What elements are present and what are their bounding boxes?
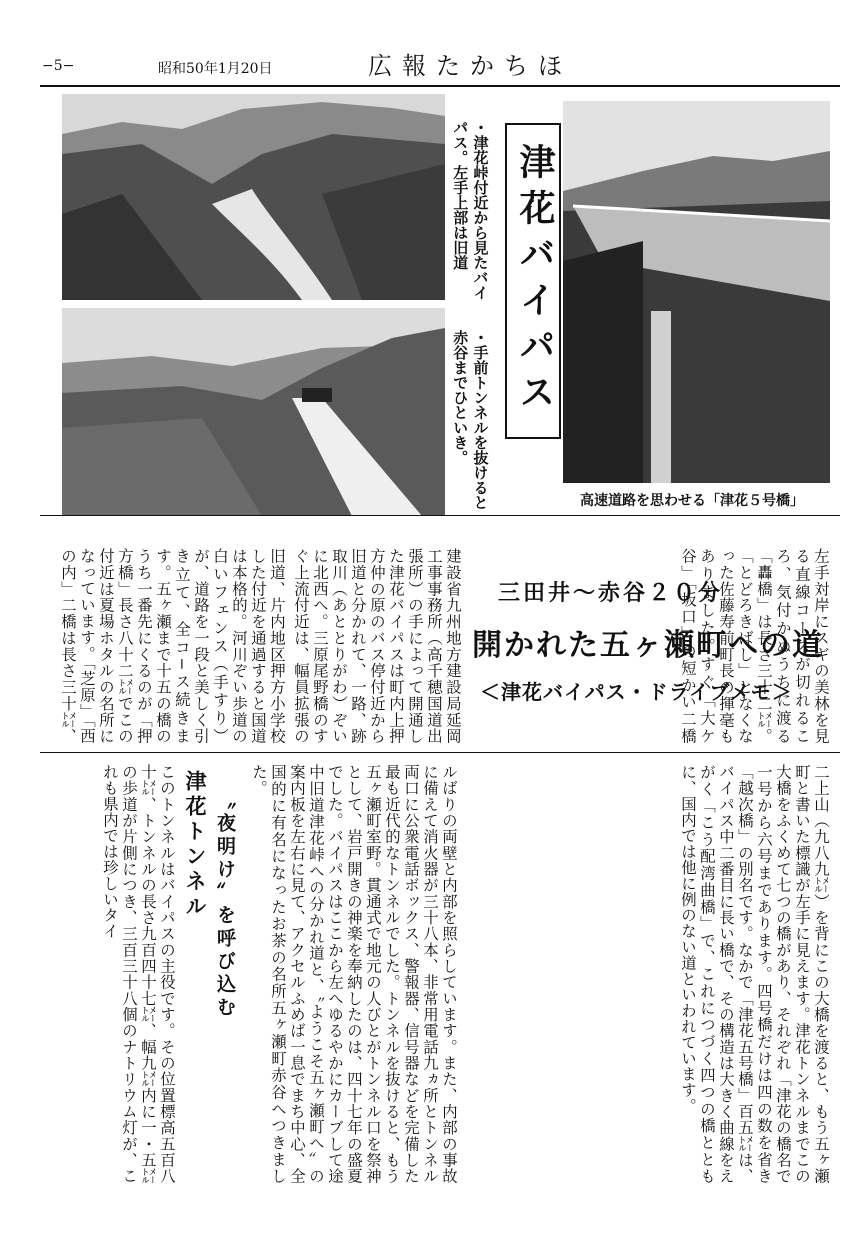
feature-title: 津花バイパス [505,123,561,439]
publication-title: 広報たかちほ [368,52,572,80]
page-number: −5− [42,58,75,74]
section-rule [40,515,840,516]
article-title: 開かれた五ヶ瀬町への道 [472,628,824,663]
body-column-a: 建設省九州地方建設局延岡工事事務所（高千穂国道出張所）の手によって開通した津花バイパスは町内上押方仲の原のバス停付近から旧道と分かれて、一路、跡取川（あととりがわ）ぞいに北西へ。三原尾野橋のすぐ上流付近は、幅員拡張の [292,548,462,744]
caption-bottom-left: ・手前トンネルを抜けると赤谷までひといき。 [451,330,490,510]
issue-date: 昭和50年1月20日 [158,61,273,77]
caption-right: 高速道路を思わせる「津花５号橋」 [580,493,804,509]
body-column-e: このトンネルはバイパスの主役です。その位置標高五百八十㍍、トンネルの長さ九百四十七㍍、幅九㍍内に一・五㍍の歩道が片側につき、三百三十八個のナトリウム灯が、これも県内では珍しいタイ [101,764,176,1184]
caption-top-left: ・津花峠付近から見たバイパス。左手上部は旧道 [451,120,490,300]
photo-tunnel-approach [62,308,445,516]
lower-rule [40,752,840,753]
body-column-d: 二上山（九八九㍍）を背にこの大橋を渡ると、もう五ヶ瀬町と書いた標識が左手に見えます。津花トンネルまでこの大橋をふくめて七つの橋があり、それぞれ「津花の橋名で一号から六号まであります。四号橋だけは四の数を省き「越次橋」の別名です。なかで「津花五号橋」百五㍍は、バイパス中二番目に長い橋で、その構造は大きく曲線をえがく「こう配湾曲橋」で、これにつづく四つの橋とともに、国内では他に例のない道といわれています。 [679,764,830,1184]
body-column-b: 旧道、片内地区押方小学校した付近を通過すると国道は本格的。河川ぞい歩道の白いフェンス（手すり）が、道路を一段と美しく引き立て、全コ−ス続きます。五ヶ瀬まで十五の橋のうち一番先にくるのが「押方橋」長さ八十二㍍でこの付近は夏場ホタルの名所になっています。「芝原」「西の内」二橋は長さ三十㍍、 [59,548,286,744]
section-heading-tunnel: 津花トンネル [183,770,207,920]
header-rule [40,85,840,87]
body-column-f: ルばりの両壁と内部を照らしています。また、内部の事故に備えて消火器が三十八本、非常用電話九ヵ所とトンネル両口に公衆電話ボックス、警報器、信号器などを完備した最も近代的なトンネルでした。トンネルを抜けると、もう五ヶ瀬町室野。貫通式で地元の人びとがトンネル口を祭神として、岩戸開きの神楽を奉納したのは、四十七年の盛夏でした。バイパスはここから左へゆるやかにカーブして途中旧道津花峠への分かれ道と、〝ようこそ五ヶ瀬町へ〟の案内板を左右に見て、アクセルふめば一息でまち中心、全国的に有名になったお茶の名所五ヶ瀬町赤谷へつきました。 [250,764,458,1184]
body-column-c-top: 左手対岸にスギの美林を見る直線コースが切れるころ、気付かぬうちに渡る「轟橋」は長さ三十二㍍。「とどろきばし」となくなった佐藤寿前町長の揮毫もありました。すぐ「大ケ谷」「坂口」の短かい二橋 [679,548,830,744]
photo-valley-bypass [62,94,445,300]
article-series: ＜津花バイパス・ドライブメモ＞ [480,680,793,704]
section-subheading-tunnel: 〝夜明け〟を呼び込む [214,790,236,1020]
photo-tsubana-bridge-5 [563,101,830,483]
article-subtitle: 三田井〜赤谷２０分 [498,581,724,606]
